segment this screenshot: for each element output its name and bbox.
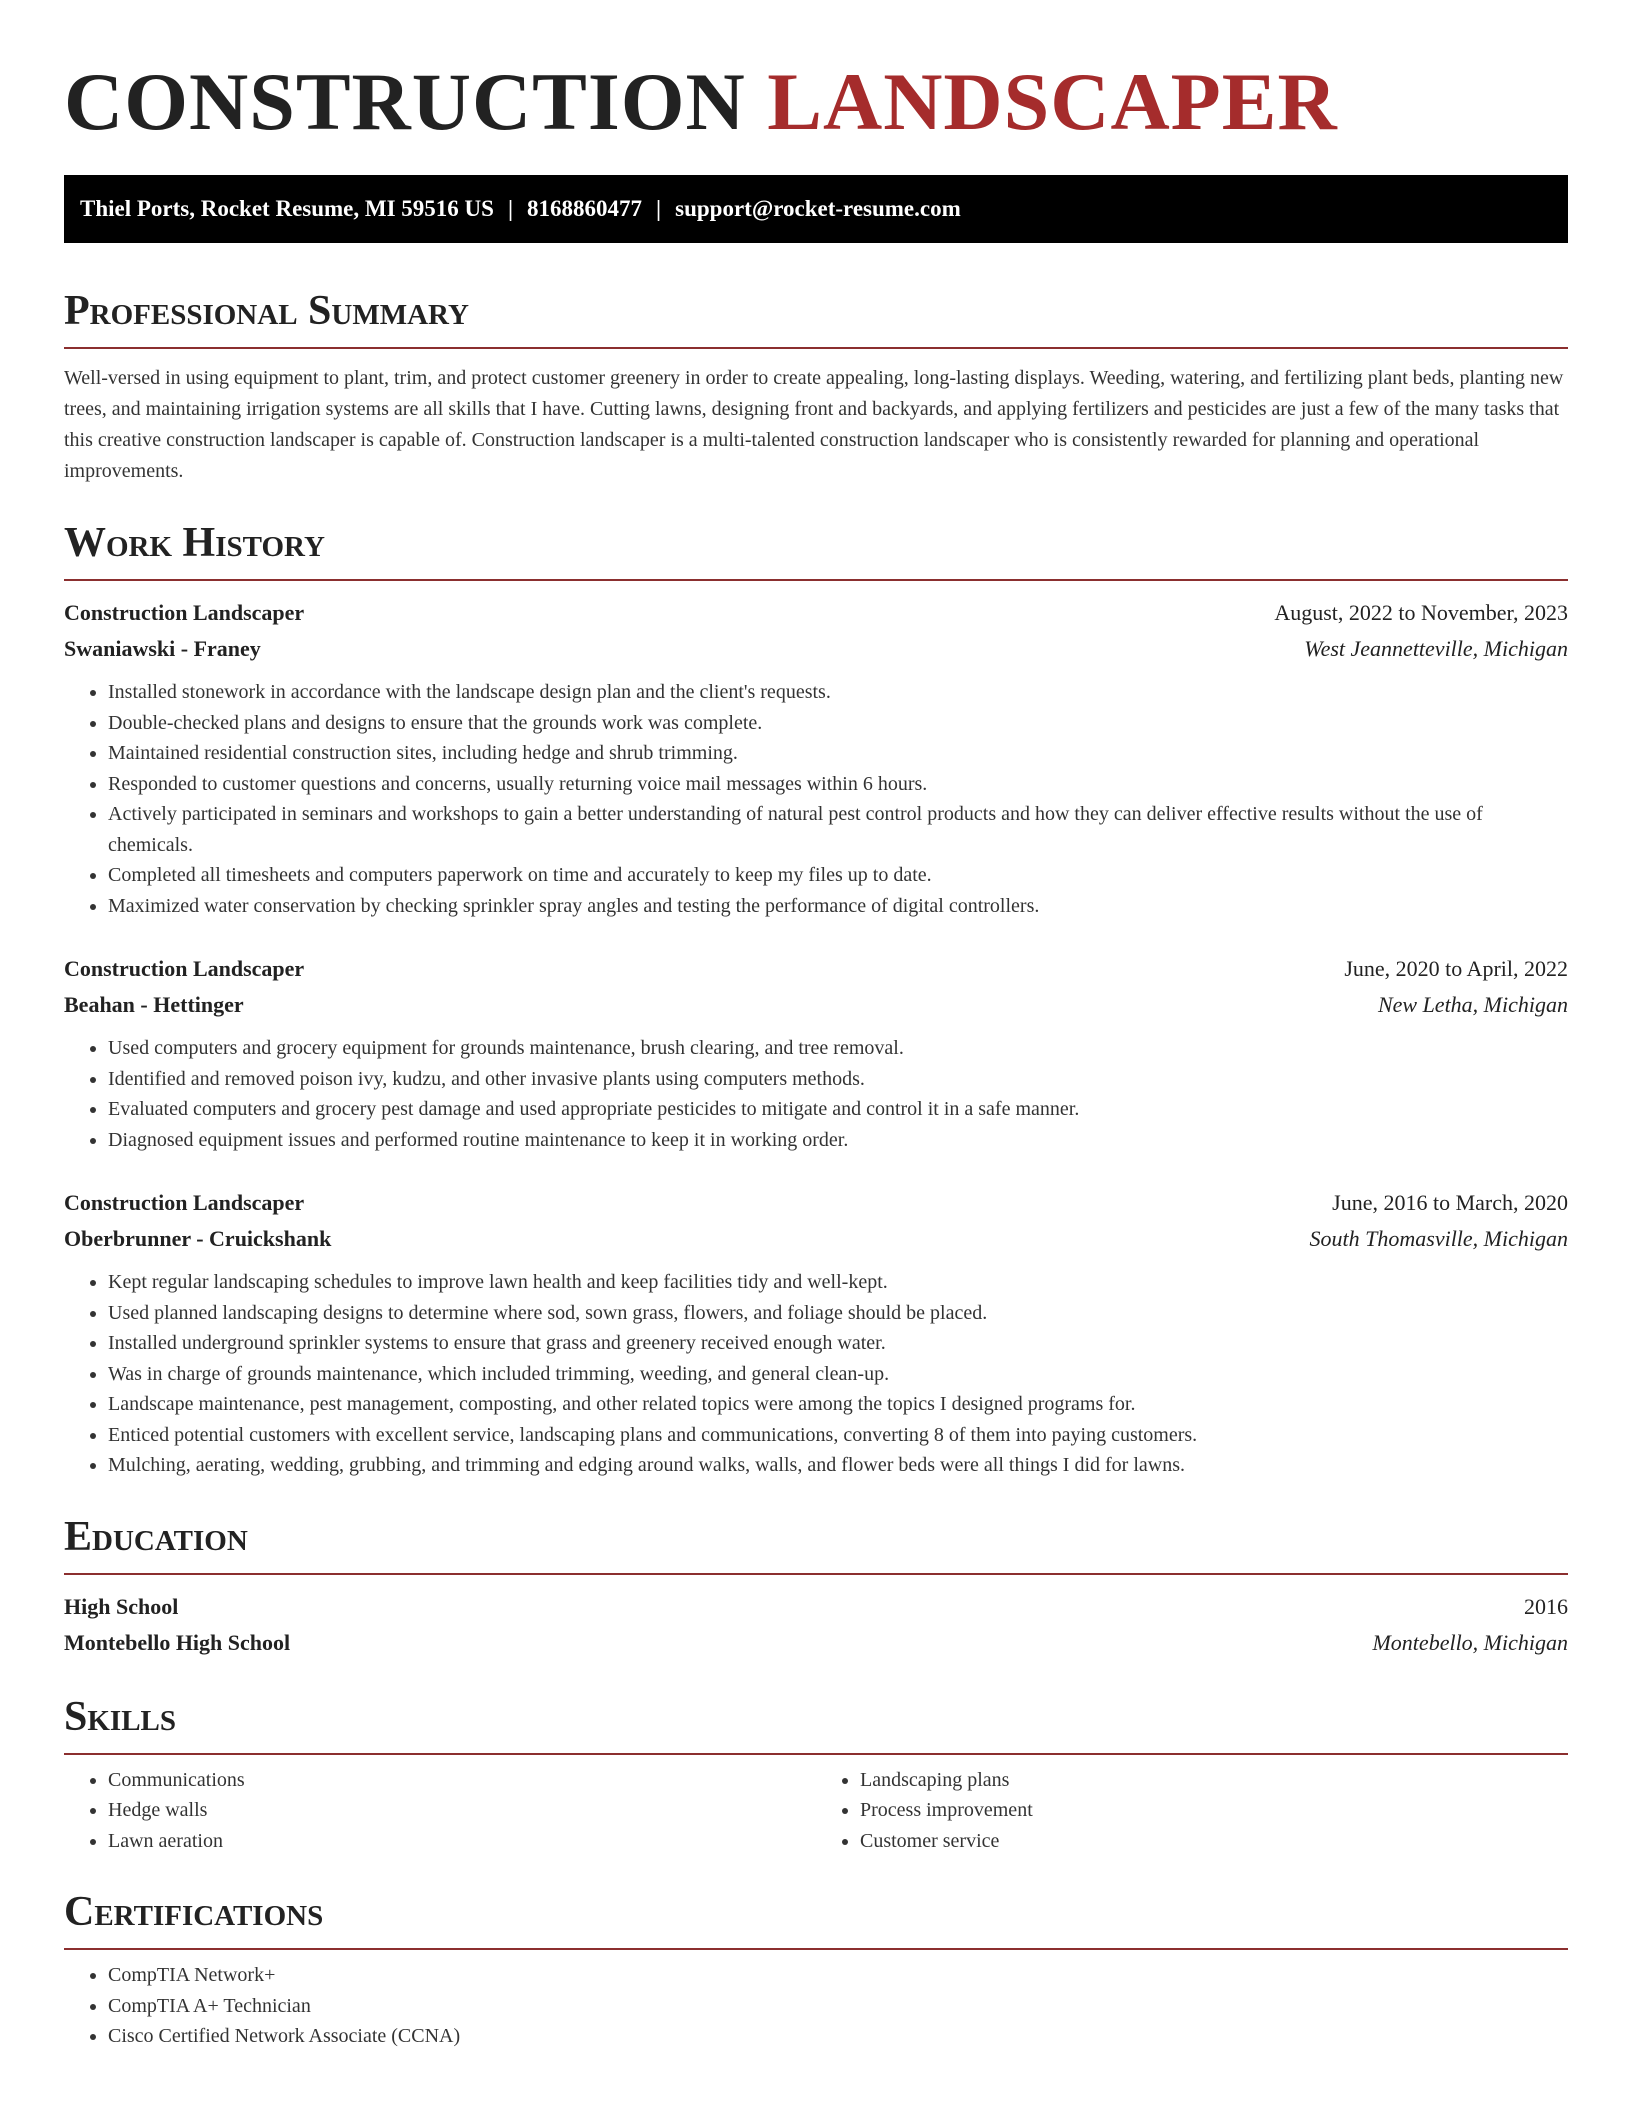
name-second: LANDSCAPER (767, 56, 1338, 147)
resume-page (64, 0, 1568, 2052)
job-bullet: • Actively participated in seminars and workshops to gain a better understanding of natural pest control products and how they can deliver effective results without the use of chemicals. (108, 799, 1568, 860)
summary-text: Well-versed in using equipment to plant, trim, and protect customer greenery in order to create appealing, long-lasting displays. Weeding, watering, and fertilizing plant beds, planting new trees, and maintaining irrigation systems are all skills that I have. Cutting lawns, designing front and backyards, and applying fertilizers and pesticides are just a few of the many tasks that this creative construction landscaper is capable of. Construction landscaper is a multi-talented construction landscaper who is consistently rewarded for planning and operational improvements. (64, 367, 1564, 482)
job-bullet: • Landscape maintenance, pest management, composting, and other related topics were among the topics I designed programs for. (108, 1389, 1568, 1420)
job-subheader-row (64, 631, 1568, 667)
resume-name (64, 52, 1568, 152)
section-title-work-history: Work History (64, 515, 1568, 581)
section-title-education: Education (64, 1509, 1568, 1575)
job-bullet: • Responded to customer questions and concerns, usually returning voice mail messages within 6 hours. (108, 769, 1568, 800)
contact-phone: 8168860477 (527, 196, 643, 221)
job-dates: June, 2020 to April, 2022 (1344, 956, 1568, 981)
job-location: West Jeannetteville, Michigan (1304, 636, 1568, 661)
job-header-row (64, 951, 1568, 987)
job-subheader-row (64, 1221, 1568, 1257)
job-dates: June, 2016 to March, 2020 (1332, 1190, 1568, 1215)
section-title-summary: Professional Summary (64, 283, 1568, 349)
job-bullet: • Was in charge of grounds maintenance, which included trimming, weeding, and general clean-up. (108, 1359, 1568, 1390)
summary-section (64, 283, 1568, 487)
skill-item: • Hedge walls (108, 1795, 816, 1826)
skills-section (64, 1689, 1568, 1857)
certification-item: • CompTIA Network+ (108, 1960, 1568, 1991)
skill-item: • Process improvement (860, 1795, 1568, 1826)
section-title-skills: Skills (64, 1689, 1568, 1755)
skill-item: • Landscaping plans (860, 1765, 1568, 1796)
job-bullet: • Maximized water conservation by checking sprinkler spray angles and testing the performance of digital controllers. (108, 891, 1568, 922)
skills-list-left (64, 1765, 816, 1857)
job-company: Oberbrunner - Cruickshank (64, 1226, 332, 1251)
job-bullet: • Maintained residential construction sites, including hedge and shrub trimming. (108, 738, 1568, 769)
job-bullet-list (64, 1033, 1568, 1155)
job-title: Construction Landscaper (64, 1190, 305, 1215)
job-bullet: • Diagnosed equipment issues and performed routine maintenance to keep it in working order. (108, 1125, 1568, 1156)
job-bullet: • Installed stonework in accordance with the landscape design plan and the client's requests. (108, 677, 1568, 708)
education-section (64, 1509, 1568, 1661)
certification-item: • Cisco Certified Network Associate (CCNA) (108, 2021, 1568, 2052)
education-subheader-row (64, 1625, 1568, 1661)
work-history-section (64, 515, 1568, 1481)
job-entry (64, 1185, 1568, 1481)
skill-item: • Lawn aeration (108, 1826, 816, 1857)
contact-separator: | (507, 196, 514, 221)
contact-email: support@rocket-resume.com (675, 196, 961, 221)
job-bullet-list (64, 1267, 1568, 1481)
job-bullet: • Kept regular landscaping schedules to improve lawn health and keep facilities tidy and well-kept. (108, 1267, 1568, 1298)
name-first: CONSTRUCTION (64, 56, 746, 147)
education-header-row (64, 1589, 1568, 1625)
contact-address: Thiel Ports, Rocket Resume, MI 59516 US (80, 196, 494, 221)
education-location: Montebello, Michigan (1372, 1629, 1568, 1655)
contact-separator: | (656, 196, 662, 221)
job-bullet: • Completed all timesheets and computers paperwork on time and accurately to keep my files up to date. (108, 860, 1568, 891)
job-entry (64, 951, 1568, 1155)
job-bullet: • Installed underground sprinkler systems to ensure that grass and greenery received enough water. (108, 1328, 1568, 1359)
section-title-certifications: Certifications (64, 1884, 1568, 1950)
job-bullet: • Double-checked plans and designs to ensure that the grounds work was complete. (108, 708, 1568, 739)
job-bullet-list (64, 677, 1568, 921)
certification-item: • CompTIA A+ Technician (108, 1991, 1568, 2022)
skill-item: • Customer service (860, 1826, 1568, 1857)
job-subheader-row (64, 987, 1568, 1023)
job-company: Beahan - Hettinger (64, 992, 244, 1017)
contact-bar (64, 175, 1568, 243)
certifications-list (64, 1960, 1568, 2052)
job-bullet: • Identified and removed poison ivy, kudzu, and other invasive plants using computers methods. (108, 1064, 1568, 1095)
job-location: New Letha, Michigan (1377, 992, 1568, 1017)
education-school: Montebello High School (64, 1629, 291, 1655)
job-bullet: • Used computers and grocery equipment for grounds maintenance, brush clearing, and tree removal. (108, 1033, 1568, 1064)
job-bullet: • Mulching, aerating, wedding, grubbing, and trimming and edging around walks, walls, and flower beds were all things I did for lawns. (108, 1450, 1568, 1481)
job-bullet: • Used planned landscaping designs to determine where sod, sown grass, flowers, and foliage should be placed. (108, 1298, 1568, 1329)
skills-list-right (816, 1765, 1568, 1857)
job-bullet: • Enticed potential customers with excellent service, landscaping plans and communications, converting 8 of them into paying customers. (108, 1420, 1568, 1451)
job-company: Swaniawski - Franey (64, 636, 261, 661)
job-bullet: • Evaluated computers and grocery pest damage and used appropriate pesticides to mitigate and control it in a safe manner. (108, 1094, 1568, 1125)
job-header-row (64, 1185, 1568, 1221)
education-entry (64, 1589, 1568, 1661)
skills-grid (64, 1765, 1568, 1857)
job-location: South Thomasville, Michigan (1309, 1226, 1568, 1251)
job-dates: August, 2022 to November, 2023 (1274, 600, 1568, 625)
education-year: 2016 (1524, 1593, 1568, 1619)
certifications-section (64, 1884, 1568, 2052)
job-title: Construction Landscaper (64, 956, 305, 981)
job-header-row (64, 595, 1568, 631)
job-entry (64, 595, 1568, 921)
skill-item: • Communications (108, 1765, 816, 1796)
job-title: Construction Landscaper (64, 600, 305, 625)
education-degree: High School (64, 1593, 179, 1619)
